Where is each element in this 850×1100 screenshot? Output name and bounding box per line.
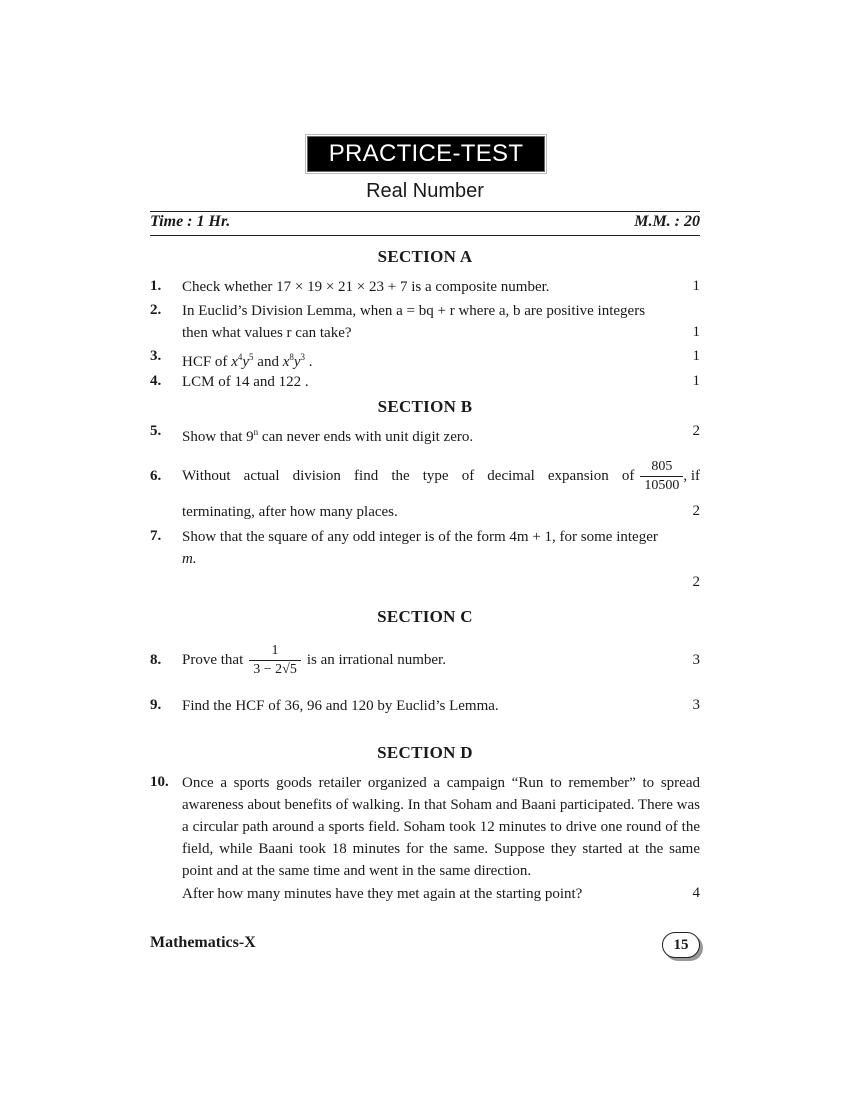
question-marks: 1 [692,348,700,364]
section-b-heading: SECTION B [377,397,473,416]
section-c-heading: SECTION C [377,607,473,626]
page-title: PRACTICE-TEST [307,136,545,172]
question-number: 2. [150,302,162,318]
fraction: $\frac{805}{10500}$ [640,458,683,495]
question-marks: 2 [692,423,700,439]
question-marks: 3 [692,697,700,713]
question-6-line-1: Without actual division find the type of decimal expansion of $\frac{805}{10500}$ , if [182,458,700,493]
fraction: $\frac{1}{3 - 2√5}$ [249,642,301,679]
question-10-last-line: After how many minutes have they met again at the starting point? [182,886,583,902]
chapter-subtitle: Real Number [366,180,484,202]
question-2-line-2: then what values r can take? [182,325,352,341]
question-number: 4. [150,373,162,389]
header-rule-top [150,211,700,212]
question-number: 3. [150,348,162,364]
question-marks: 1 [692,373,700,389]
question-marks: 2 [692,574,700,590]
question-marks: 3 [692,652,700,668]
section-a-heading: SECTION A [377,247,473,266]
question-1-text: Check whether 17 × 19 × 21 × 23 + 7 is a composite number. [182,279,550,295]
question-number: 1. [150,278,162,294]
question-number: 9. [150,697,162,713]
question-number: 6. [150,468,162,484]
question-9-text: Find the HCF of 36, 96 and 120 by Euclid’s Lemma. [182,698,499,714]
footer-subject: Mathematics-X [150,934,256,951]
max-marks-label: M.M. : 20 [634,213,700,230]
question-number: 10. [150,774,169,790]
question-number: 5. [150,423,162,439]
page-number-badge: 15 [662,932,700,958]
question-marks: 4 [692,885,700,901]
time-label: Time : 1 Hr. [150,213,231,230]
header-rule-bottom [150,235,700,236]
question-3-text: HCF of $x^4y^5$ and $x^8y^3$ . [182,352,313,370]
question-7-line-1: Show that the square of any odd integer is of the form 4m + 1, for some integer [182,529,658,545]
question-number: 7. [150,528,162,544]
question-2-line-1: In Euclid’s Division Lemma, when a = bq + r where a, b are positive integers [182,303,646,319]
question-marks: 1 [692,324,700,340]
question-number: 8. [150,652,162,668]
question-4-text: LCM of 14 and 122 . [182,374,309,390]
question-5-text: Show that 9$^n$ can never ends with unit digit zero. [182,427,474,445]
section-d-heading: SECTION D [377,743,473,762]
question-6-line-2: terminating, after how many places. [182,504,398,520]
question-7-line-2: m. [182,551,197,567]
question-10-paragraph: Once a sports goods retailer organized a campaign “Run to remember” to spread awareness about benefits of walking. In that Soham and Baani participated. There was a circular path around a sports field. Soham took 12 minutes to drive one round of the field, while Baani took 18 minutes for the same. Suppose they started at the same point and at the same time and went in the same direction. [182,775,700,879]
question-marks: 1 [692,278,700,294]
question-marks: 2 [692,503,700,519]
question-8-text: Prove that $\frac{1}{3 - 2√5}$ is an irrational number. [182,642,446,677]
